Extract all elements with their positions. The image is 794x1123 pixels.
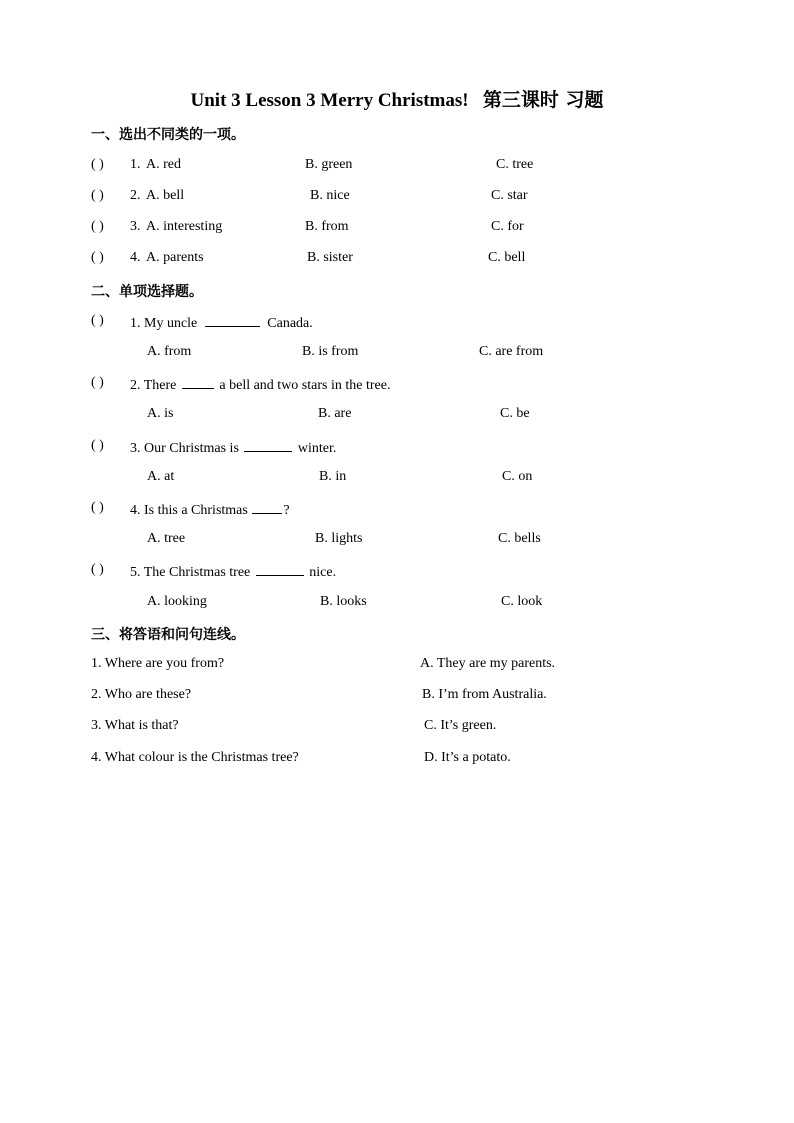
- s1-question-row: [0, 157, 794, 177]
- option-a: A. from: [147, 344, 192, 359]
- s1-question-row: [0, 250, 794, 270]
- question-number: 4.: [130, 250, 141, 265]
- s2-question-stem: [0, 313, 794, 333]
- answer-paren: ( ): [91, 375, 104, 390]
- matching-row: [0, 718, 794, 738]
- option-a: A. at: [147, 469, 175, 484]
- answer-paren: ( ): [91, 188, 104, 203]
- option-a: A. tree: [147, 531, 186, 546]
- stem-text: 3. Our Christmas is: [130, 441, 243, 456]
- answer-paren: ( ): [91, 157, 104, 172]
- s2-options-row: [0, 344, 794, 364]
- option-b: B. in: [319, 469, 347, 484]
- fill-blank[interactable]: [244, 438, 292, 452]
- option-b: B. sister: [307, 250, 353, 265]
- answer-paren: ( ): [91, 438, 104, 453]
- matching-row: [0, 750, 794, 770]
- option-a: A. bell: [146, 188, 185, 203]
- option-c: C. bell: [488, 250, 526, 265]
- stem-text: Canada.: [263, 316, 313, 331]
- option-b: B. is from: [302, 344, 359, 359]
- section-3-heading: 三、将答语和问句连线。: [91, 627, 245, 643]
- matching-row: [0, 656, 794, 676]
- matching-question: 1. Where are you from?: [91, 656, 225, 671]
- question-number: 1.: [130, 157, 141, 172]
- answer-paren: ( ): [91, 313, 104, 328]
- s2-options-row: [0, 406, 794, 426]
- s1-question-row: [0, 219, 794, 239]
- answer-paren: ( ): [91, 562, 104, 577]
- option-c: C. be: [500, 406, 530, 421]
- option-b: B. nice: [310, 188, 350, 203]
- option-a: A. looking: [147, 594, 207, 609]
- s2-question-stem: [0, 375, 794, 395]
- question-stem: [130, 500, 290, 519]
- s2-options-row: [0, 469, 794, 489]
- option-a: A. interesting: [146, 219, 223, 234]
- s1-question-row: [0, 188, 794, 208]
- question-stem: [130, 438, 336, 457]
- matching-answer: A. They are my parents.: [420, 656, 556, 671]
- s2-question-stem: [0, 562, 794, 582]
- question-stem: [130, 562, 336, 581]
- matching-answer: B. I’m from Australia.: [422, 687, 547, 702]
- title-chinese: 第三课时 习题: [482, 89, 604, 111]
- matching-row: [0, 687, 794, 707]
- stem-text: 1. My uncle: [130, 316, 201, 331]
- option-b: B. green: [305, 157, 353, 172]
- page-title: [0, 85, 794, 112]
- option-c: C. look: [501, 594, 543, 609]
- stem-text: nice.: [305, 565, 337, 580]
- answer-paren: ( ): [91, 250, 104, 265]
- option-c: C. for: [491, 219, 524, 234]
- answer-paren: ( ): [91, 500, 104, 515]
- matching-question: 2. Who are these?: [91, 687, 192, 702]
- matching-answer: C. It’s green.: [424, 718, 497, 733]
- question-stem: [130, 313, 313, 332]
- stem-text: winter.: [294, 441, 337, 456]
- matching-question: 3. What is that?: [91, 718, 179, 733]
- option-b: B. from: [305, 219, 349, 234]
- option-b: B. looks: [320, 594, 367, 609]
- section-2-heading: 二、单项选择题。: [91, 284, 203, 300]
- option-c: C. bells: [498, 531, 541, 546]
- title-english: Unit 3 Lesson 3 Merry Christmas!: [190, 90, 469, 111]
- matching-answer: D. It’s a potato.: [424, 750, 511, 765]
- option-a: A. is: [147, 406, 174, 421]
- question-number: 2.: [130, 188, 141, 203]
- stem-text: ?: [283, 503, 290, 518]
- stem-text: 2. There: [130, 378, 180, 393]
- stem-text: 4. Is this a Christmas: [130, 503, 252, 518]
- matching-question: 4. What colour is the Christmas tree?: [91, 750, 299, 765]
- option-c: C. on: [502, 469, 533, 484]
- option-a: A. parents: [146, 250, 204, 265]
- s2-options-row: [0, 531, 794, 551]
- option-c: C. star: [491, 188, 528, 203]
- fill-blank[interactable]: [252, 500, 282, 514]
- option-c: C. tree: [496, 157, 534, 172]
- fill-blank[interactable]: [256, 562, 304, 576]
- s2-question-stem: [0, 500, 794, 520]
- s2-question-stem: [0, 438, 794, 458]
- section-1-heading: 一、选出不同类的一项。: [91, 127, 245, 143]
- stem-text: a bell and two stars in the tree.: [215, 378, 391, 393]
- s2-options-row: [0, 594, 794, 614]
- question-number: 3.: [130, 219, 141, 234]
- option-b: B. are: [318, 406, 352, 421]
- option-b: B. lights: [315, 531, 363, 546]
- fill-blank[interactable]: [205, 313, 260, 327]
- fill-blank[interactable]: [182, 375, 214, 389]
- option-c: C. are from: [479, 344, 544, 359]
- stem-text: 5. The Christmas tree: [130, 565, 254, 580]
- question-stem: [130, 375, 390, 394]
- option-a: A. red: [146, 157, 181, 172]
- answer-paren: ( ): [91, 219, 104, 234]
